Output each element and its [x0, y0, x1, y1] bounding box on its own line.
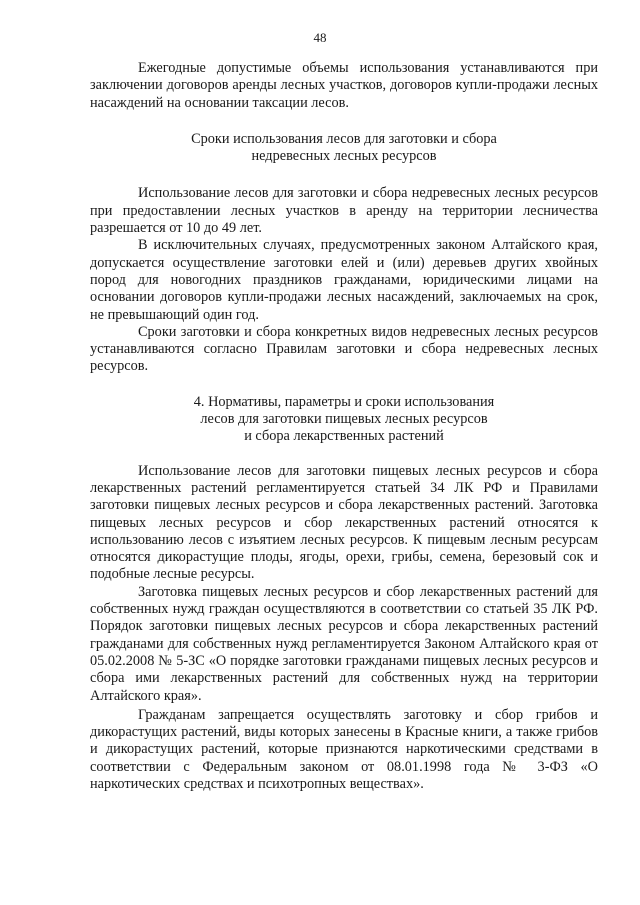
- heading-nonwood-terms-line1: Сроки использования лесов для заготовки и сбора: [191, 130, 497, 147]
- paragraph-prohibitions: Гражданам запрещается осуществлять заготовку и сбор грибов и дикорастущих растений, виды которых занесены в Красные книги, а также грибов и дикорастущих растений, которые признаются наркотическими средствами в соответствии с Федеральным законом от 08.01.1998 года № 3-ФЗ «О наркотических средствах и психотропных веществах».: [90, 706, 598, 792]
- section-4-heading-line2: лесов для заготовки пищевых лесных ресурсов: [200, 411, 488, 428]
- paragraph-exceptional-cases: В исключительных случаях, предусмотренных законом Алтайского края, допускается осуществление заготовки елей и (или) деревьев других хвойных пород для новогодних праздников гражданами, юридическими лицами на основании договоров купли-продажи лесных насаждений, заключаемых на срок, не превышающий один год.: [90, 237, 598, 323]
- paragraph-lease-terms: Использование лесов для заготовки и сбора недревесных лесных ресурсов при предоставлении лесных участков в аренду на территории лесничества разрешается от 10 до 49 лет.: [90, 185, 598, 237]
- page-number: 48: [313, 30, 327, 45]
- paragraph-annual-volumes: Ежегодные допустимые объемы использования устанавливаются при заключении договоров аренды лесных участков, договоров купли-продажи лесных насаждений на основании таксации лесов.: [90, 60, 598, 111]
- heading-nonwood-terms-line2: недревесных лесных ресурсов: [251, 148, 437, 165]
- section-4-heading-line3: и сбора лекарственных растений: [244, 428, 444, 445]
- paragraph-food-resources: Использование лесов для заготовки пищевых лесных ресурсов и сбора лекарственных растений регламентируется статьей 34 ЛК РФ и Правилами заготовки пищевых лесных ресурсов и сбора лекарственных растений. Заготовка пищевых лесных ресурсов и сбор лекарственных растений относятся к использованию лесов с изъятием лесных ресурсов. К пищевым лесным ресурсам относятся дикорастущие плоды, ягоды, орехи, грибы, семена, березовый сок и подобные лесные ресурсы.: [90, 462, 598, 583]
- paragraph-own-needs: Заготовка пищевых лесных ресурсов и сбор лекарственных растений для собственных нужд граждан осуществляются в соответствии со статьей 35 ЛК РФ. Порядок заготовки пищевых лесных ресурсов и сбора лекарственных растений гражданами для собственных нужд регламентируется Законом Алтайского края от 05.02.2008 № 5-ЗС «О порядке заготовки гражданами пищевых лесных ресурсов и сбора ими лекарственных растений для собственных нужд на территории Алтайского края».: [90, 583, 598, 704]
- section-4-heading-line1: 4. Нормативы, параметры и сроки использования: [193, 393, 495, 410]
- paragraph-harvest-terms: Сроки заготовки и сбора конкретных видов недревесных лесных ресурсов устанавливаются согласно Правилам заготовки и сбора недревесных лесных ресурсов.: [90, 323, 598, 375]
- page-content: [90, 60, 598, 793]
